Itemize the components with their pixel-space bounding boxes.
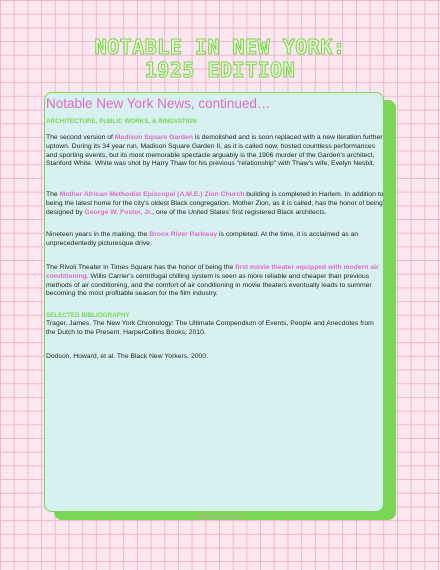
title-line-1: NOTABLE IN NEW YORK: <box>94 35 346 59</box>
footer-handle: @dandyandtheflapper <box>197 514 243 519</box>
bibliography-heading: SELECTED BIBLIOGRAPHY <box>46 312 130 319</box>
entry-bronx-river-parkway: Nineteen years in the making, the Bronx River Parkway is completed. At the time, it is acclaimed as an unprecedentedly picturesque drive. <box>46 231 359 247</box>
highlight-madison-square-garden: Madison Square Garden <box>114 134 193 141</box>
highlight-air-conditioning: first movie theater equipped with modern air conditioning. <box>46 264 379 280</box>
page-title <box>0 36 440 82</box>
bibliography-item: Dodson, Howard, et al. The Black New Yorkers. 2000. <box>46 353 208 360</box>
title-line-2: 1925 EDITION <box>144 58 296 82</box>
entry-mother-zion-church: The Mother African Methodist Episcopal (A.M.E.) Zion Church building is completed in Harlem. In addition to being the latest home for the city's oldest Black congregation. Mother Zion, as it is called, has the honor of being designed by George W. Foster, Jr., one of the United States' first registered Black architects. <box>46 191 384 216</box>
entry-madison-square-garden: The second version of Madison Square Garden is demolished and is soon replaced with a new iteration further uptown. During its 34 year run, Madison Square Garden II, as it is called now, hosted countless performances and sporting events, but its most memorable spectacle arguably is the 1906 murder of the Garden's architect, Stanford White. White was shot by Harry Thaw for his previous "relationship" with Thaw's wife, Evelyn Nesbit. <box>46 134 383 168</box>
section-heading: Notable New York News, continued… <box>46 96 271 111</box>
category-label: ARCHITECTURE, PUBLIC WORKS, & INNOVATION <box>46 118 197 125</box>
highlight-george-foster: George W. Foster, Jr. <box>84 208 153 216</box>
highlight-mother-ame-zion-church: Mother African Methodist Episcopal (A.M.E.) Zion Church <box>59 191 245 198</box>
bibliography-item: Trager, James. The New York Chronology: The Ultimate Compendium of Events, People and Anecdotes from the Dutch to the Present. HarperCollins Books, 2010. <box>46 320 374 336</box>
highlight-bronx-river-parkway: Bronx River Parkway <box>149 231 218 238</box>
entry-rivoli-theater: The Rivoli Theater in Times Square has the honor of being the first movie theater equipped with modern air conditioning. Willis Carrier's centrifugal chilling system is seen as more reliable and cheaper than previous methods of air conditioning, and the comfort of air conditioning in movie theaters eventually leads to summer becoming the most profitable season for the film industry. <box>46 264 379 298</box>
